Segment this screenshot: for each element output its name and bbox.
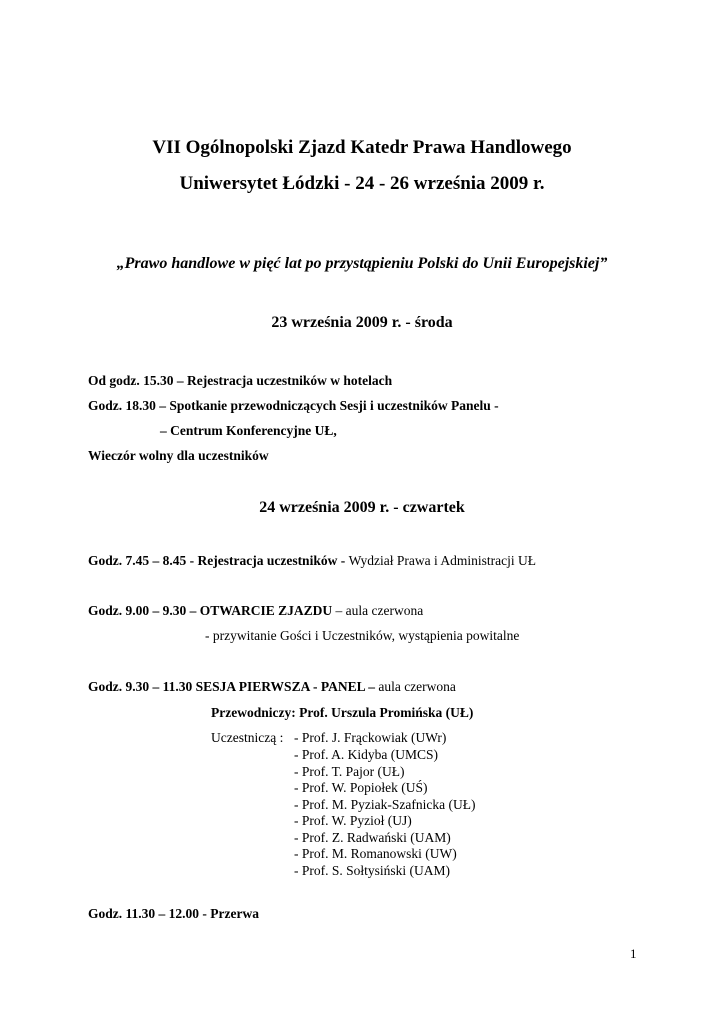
opening-place: – aula czerwona — [332, 603, 424, 618]
participant-item: - Prof. W. Pyzioł (UJ) — [294, 813, 412, 828]
participants-label: Uczestniczą : — [211, 730, 284, 745]
day2-heading: 24 września 2009 r. - czwartek — [259, 499, 465, 516]
day1-line-1: Od godz. 15.30 – Rejestracja uczestników w hotelach — [88, 373, 393, 388]
participant-item: - Prof. M. Pyziak-Szafnicka (UŁ) — [294, 797, 476, 812]
opening-description: - przywitanie Gości i Uczestników, wystąpienia powitalne — [205, 628, 520, 643]
title-line-1: VII Ogólnopolski Zjazd Katedr Prawa Handlowego — [152, 137, 572, 158]
session-time: Godz. 9.30 – 11.30 SESJA PIERWSZA - PANEL – — [88, 679, 375, 694]
session-line — [88, 679, 456, 695]
opening-time: Godz. 9.00 – 9.30 – OTWARCIE ZJAZDU — [88, 603, 333, 618]
registration-place: Wydział Prawa i Administracji UŁ — [348, 553, 536, 568]
participant-item: - Prof. S. Sołtysiński (UAM) — [294, 863, 451, 878]
participant-item: - Prof. Z. Radwański (UAM) — [294, 830, 451, 845]
page-number: 1 — [630, 946, 637, 961]
title-line-2: Uniwersytet Łódzki - 24 - 26 września 2009 r. — [179, 173, 545, 194]
participant-item: - Prof. A. Kidyba (UMCS) — [294, 747, 438, 762]
day1-line-2: Godz. 18.30 – Spotkanie przewodniczących Sesji i uczestników Panelu - — [88, 398, 499, 413]
day1-heading: 23 września 2009 r. - środa — [271, 314, 453, 331]
break-line: Godz. 11.30 – 12.00 - Przerwa — [88, 906, 259, 921]
participant-item: - Prof. J. Frąckowiak (UWr) — [294, 730, 447, 745]
registration-time: Godz. 7.45 – 8.45 - Rejestracja uczestników - — [88, 553, 349, 568]
day1-line-3: – Centrum Konferencyjne UŁ, — [160, 423, 337, 438]
conference-subtitle: „Prawo handlowe w pięć lat po przystąpieniu Polski do Unii Europejskiej” — [116, 255, 608, 272]
day1-line-4: Wieczór wolny dla uczestników — [88, 448, 269, 463]
participant-item: - Prof. T. Pajor (UŁ) — [294, 764, 405, 779]
session-place: aula czerwona — [374, 679, 456, 694]
registration-line — [88, 553, 536, 569]
participant-item: - Prof. W. Popiołek (UŚ) — [294, 780, 428, 795]
opening-line — [88, 603, 423, 619]
session-chair: Przewodniczy: Prof. Urszula Promińska (UŁ) — [211, 705, 474, 720]
participant-item: - Prof. M. Romanowski (UW) — [294, 846, 457, 861]
